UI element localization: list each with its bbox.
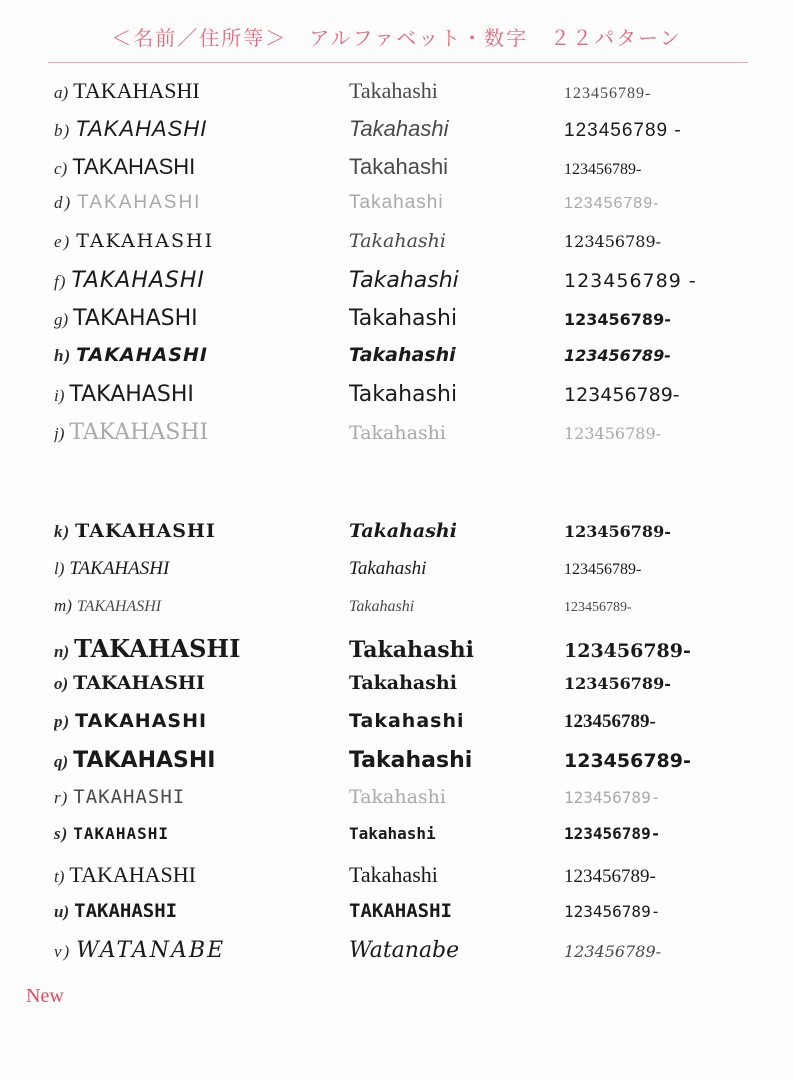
row-label: b) <box>54 121 71 140</box>
sample-uppercase <box>54 78 349 104</box>
sample-numbers: 123456789- <box>564 424 662 443</box>
table-row <box>0 154 793 192</box>
row-label: v) <box>54 942 72 961</box>
row-label: a) <box>54 83 69 102</box>
row-label: k) <box>54 522 71 541</box>
sample-numbers: 123456789- <box>564 161 642 178</box>
sample-mixedcase: Takahashi <box>349 422 446 444</box>
row-uppercase-text: TAKAHASHI <box>73 748 216 773</box>
sample-mixedcase: Takahashi <box>349 192 444 213</box>
table-row <box>0 268 793 306</box>
sample-mixedcase: Takahashi <box>349 598 415 615</box>
table-row <box>0 116 793 154</box>
row-label: m) <box>54 596 72 615</box>
new-badge: New <box>26 985 64 1007</box>
row-label: p) <box>54 712 71 731</box>
table-row <box>0 710 793 748</box>
row-label: r) <box>54 788 69 807</box>
sample-mixedcase: Takahashi <box>349 78 438 103</box>
row-label: s) <box>54 824 69 843</box>
sample-numbers: 123456789- <box>564 195 660 212</box>
row-uppercase-text: TAKAHASHI <box>73 786 186 808</box>
table-row <box>0 230 793 268</box>
table-row <box>0 748 793 786</box>
sample-mixedcase: Takahashi <box>349 672 457 694</box>
sample-numbers: 123456789- <box>564 384 680 406</box>
sample-numbers: 123456789- <box>564 561 642 578</box>
table-row <box>0 520 793 558</box>
sample-numbers: 123456789- <box>564 902 661 921</box>
sample-uppercase <box>54 938 349 963</box>
row-label: l) <box>54 559 65 578</box>
sample-uppercase <box>54 382 349 407</box>
row-label: u) <box>54 902 70 921</box>
sample-numbers: 123456789- <box>564 232 662 251</box>
row-uppercase-text: TAKAHASHI <box>69 558 170 579</box>
sample-numbers: 123456789- <box>564 640 691 662</box>
sample-mixedcase: TAKAHASHI <box>349 900 452 922</box>
table-row <box>0 672 793 710</box>
sample-mixedcase: Takahashi <box>349 520 457 542</box>
sample-uppercase <box>54 710 349 732</box>
table-row <box>0 344 793 382</box>
sample-numbers: 123456789- <box>564 711 656 732</box>
sample-uppercase <box>54 862 349 888</box>
sample-mixedcase: Takahashi <box>349 824 436 843</box>
row-uppercase-text: WATANABE <box>76 938 226 963</box>
table-row <box>0 306 793 344</box>
table-row <box>0 192 793 230</box>
sample-uppercase <box>54 596 349 616</box>
sample-numbers: 123456789- <box>564 674 671 693</box>
sample-uppercase <box>54 786 349 808</box>
sample-mixedcase: Takahashi <box>349 710 465 732</box>
sample-uppercase <box>54 268 349 293</box>
sample-mixedcase: Takahashi <box>349 230 446 252</box>
table-row <box>0 786 793 824</box>
sample-mixedcase: Takahashi <box>349 268 459 293</box>
row-label: n) <box>54 642 70 661</box>
sample-rows <box>0 78 793 976</box>
row-label: c) <box>54 159 68 178</box>
row-label: e) <box>54 232 72 251</box>
row-uppercase-text: TAKAHASHI <box>73 824 169 843</box>
table-row <box>0 558 793 596</box>
row-uppercase-text: TAKAHASHI <box>73 672 205 694</box>
table-row <box>0 634 793 672</box>
row-label: i) <box>54 386 65 405</box>
table-row <box>0 862 793 900</box>
row-label: h) <box>54 346 72 365</box>
row-label: q) <box>54 752 69 771</box>
table-row <box>0 382 793 420</box>
row-uppercase-text: TAKAHASHI <box>75 116 208 141</box>
row-uppercase-text: TAKAHASHI <box>74 900 178 922</box>
row-uppercase-text: TAKAHASHI <box>72 154 196 179</box>
row-uppercase-text: TAKAHASHI <box>77 192 202 213</box>
sample-mixedcase: Takahashi <box>349 637 475 663</box>
page-title: ＜名前／住所等＞ アルファベット・数字 ２２パターン <box>111 26 682 50</box>
table-row <box>0 900 793 938</box>
sample-numbers: 123456789- <box>564 788 661 807</box>
sample-mixedcase: Takahashi <box>349 862 438 887</box>
row-label: j) <box>54 424 65 443</box>
table-row <box>0 824 793 862</box>
sample-mixedcase: Takahashi <box>349 382 458 407</box>
sample-numbers: 123456789- <box>564 750 691 772</box>
row-uppercase-text: TAKAHASHI <box>73 78 200 103</box>
row-uppercase-text: TAKAHASHI <box>76 230 215 252</box>
table-row <box>0 78 793 116</box>
row-label: f) <box>54 272 67 291</box>
sample-uppercase <box>54 230 349 252</box>
sample-uppercase <box>54 824 349 844</box>
header-divider <box>48 62 748 63</box>
sample-numbers: 123456789 - <box>564 120 682 141</box>
row-label: g) <box>54 310 69 329</box>
row-uppercase-text: TAKAHASHI <box>75 710 208 732</box>
row-uppercase-text: TAKAHASHI <box>76 344 209 366</box>
sample-numbers: 123456789- <box>564 346 671 365</box>
sample-uppercase <box>54 344 349 366</box>
sample-uppercase <box>54 154 349 180</box>
sample-uppercase <box>54 520 349 542</box>
row-uppercase-text: TAKAHASHI <box>69 382 194 407</box>
sample-uppercase <box>54 420 349 445</box>
row-label: o) <box>54 674 69 693</box>
row-uppercase-text: TAKAHASHI <box>69 862 196 887</box>
sample-uppercase <box>54 748 349 773</box>
sample-mixedcase: Takahashi <box>349 306 458 331</box>
row-uppercase-text: TAKAHASHI <box>74 634 241 663</box>
sample-mixedcase: Takahashi <box>349 154 449 179</box>
sample-uppercase <box>54 900 349 922</box>
sample-uppercase <box>54 116 349 142</box>
table-row <box>0 420 793 458</box>
sample-numbers: 123456789- <box>564 85 652 102</box>
sample-numbers: 123456789- <box>564 600 632 615</box>
sample-uppercase <box>54 634 349 663</box>
sample-mixedcase: Takahashi <box>349 748 473 773</box>
sample-mixedcase: Takahashi <box>349 116 449 141</box>
row-uppercase-text: TAKAHASHI <box>76 598 162 615</box>
table-row <box>0 938 793 976</box>
row-uppercase-text: TAKAHASHI <box>69 420 209 445</box>
sample-numbers: 123456789- <box>564 824 661 843</box>
group-divider-space <box>0 458 793 520</box>
sample-mixedcase: Takahashi <box>349 558 427 579</box>
row-uppercase-text: TAKAHASHI <box>75 520 216 542</box>
sample-uppercase <box>54 672 349 694</box>
row-label: t) <box>54 867 65 886</box>
sample-uppercase <box>54 192 349 214</box>
sample-uppercase <box>54 306 349 331</box>
table-row <box>0 596 793 634</box>
page-header <box>0 22 793 51</box>
sample-numbers: 123456789- <box>564 866 656 887</box>
sample-numbers: 123456789- <box>564 942 662 961</box>
sample-mixedcase: Takahashi <box>349 344 456 366</box>
sample-numbers: 123456789- <box>564 310 671 329</box>
sample-uppercase <box>54 558 349 580</box>
sample-mixedcase: Takahashi <box>349 786 446 808</box>
row-uppercase-text: TAKAHASHI <box>71 268 205 293</box>
sample-numbers: 123456789- <box>564 522 671 541</box>
row-label: d) <box>54 193 73 212</box>
sample-mixedcase: Watanabe <box>349 938 460 963</box>
row-uppercase-text: TAKAHASHI <box>73 306 198 331</box>
sample-numbers: 123456789 - <box>564 270 697 292</box>
